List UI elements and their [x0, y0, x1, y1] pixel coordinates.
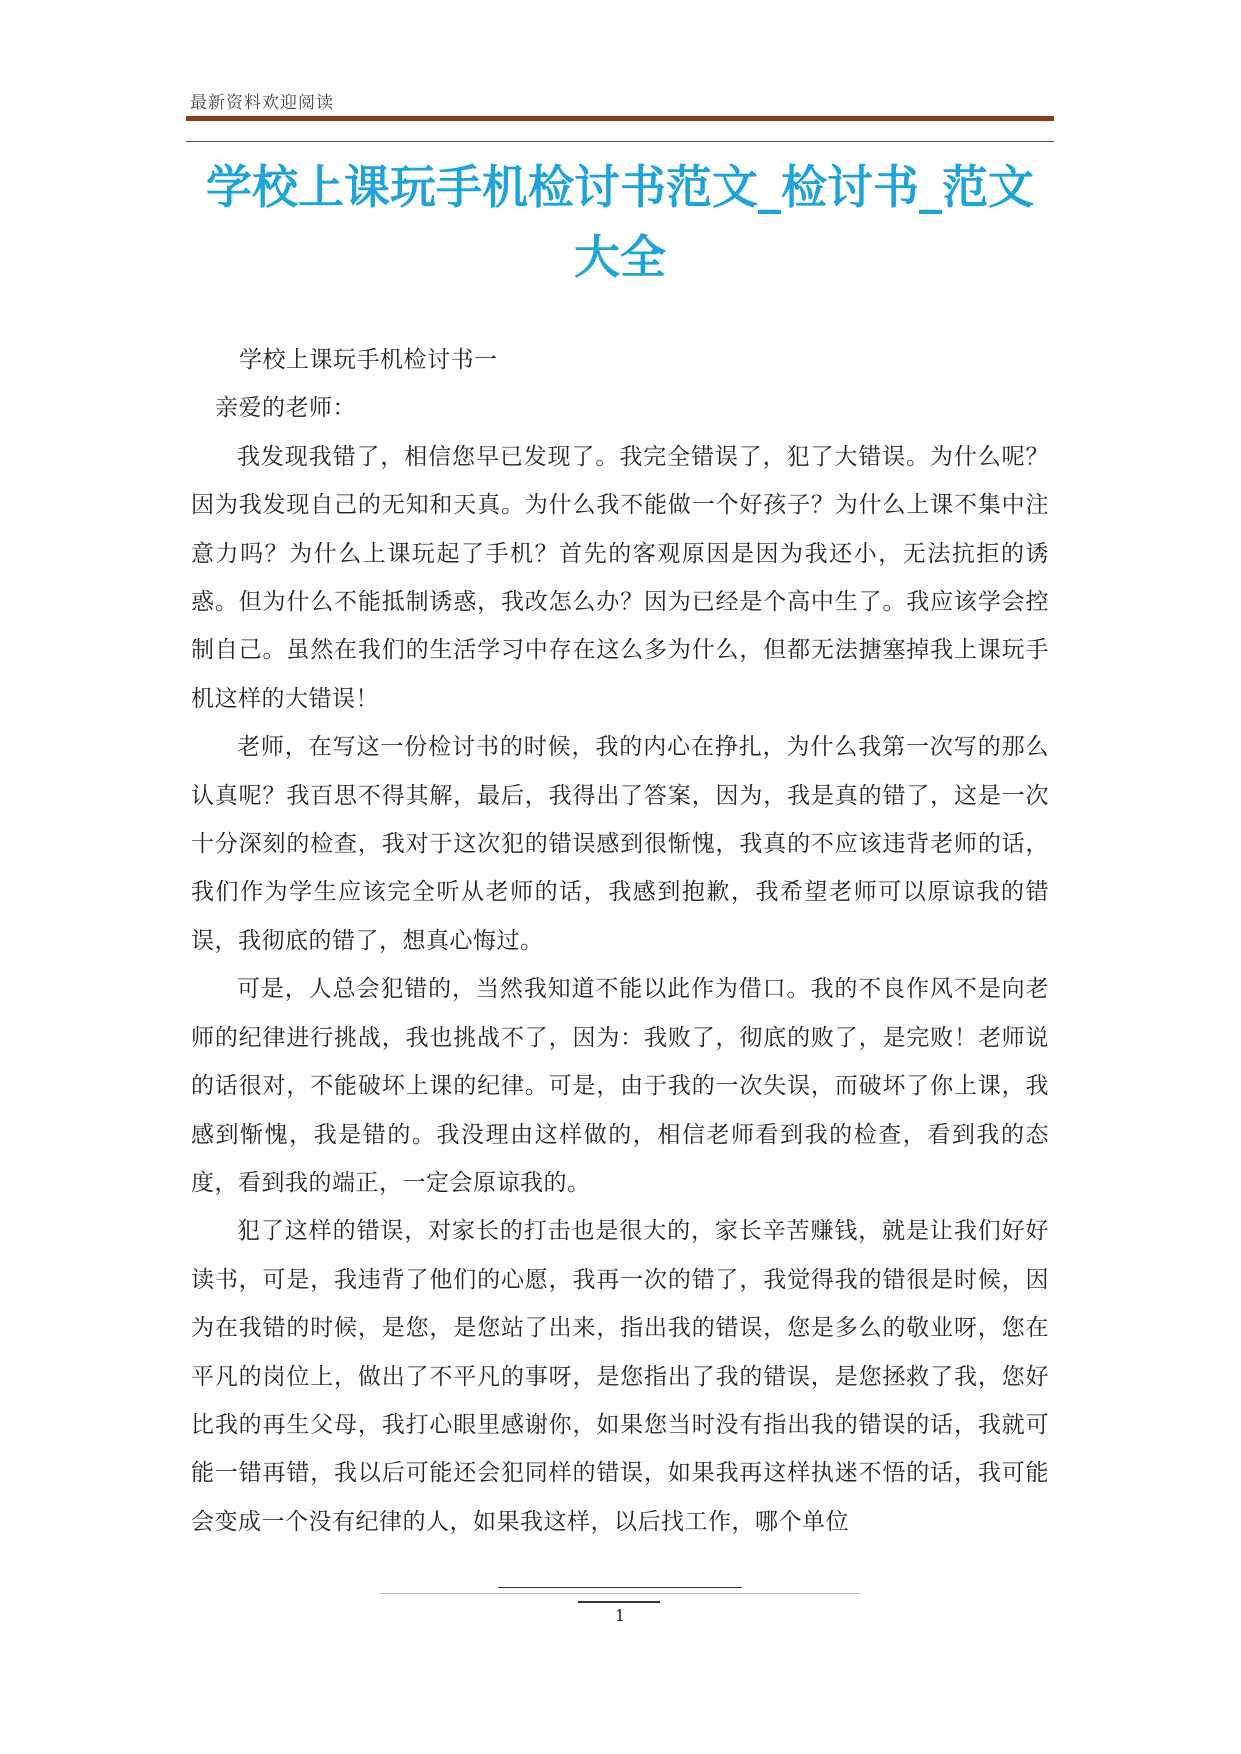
body-paragraph: 我发现我错了，相信您早已发现了。我完全错误了，犯了大错误。为什么呢？因为我发现自己的无知和天真。为什么我不能做一个好孩子？为什么上课不集中注意力吗？为什么上课玩起了手机？首先的客观原因是因为我还小，无法抗拒的诱惑。但为什么不能抵制诱惑，我改怎么办？因为已经是个高中生了。我应该学会控制自己。虽然在我们的生活学习中存在这么多为什么，但都无法搪塞掉我上课玩手机这样的大错误！ — [191, 443, 1049, 712]
body-paragraph: 老师，在写这一份检讨书的时候，我的内心在挣扎，为什么我第一次写的那么认真呢？我百思不得其解，最后，我得出了答案，因为，我是真的错了，这是一次十分深刻的检查，我对于这次犯的错误感到很惭愧，我真的不应该违背老师的话，我们作为学生应该完全听从老师的话，我感到抱歉，我希望老师可以原谅我的错误，我彻底的错了，想真心悔过。 — [191, 734, 1049, 954]
document-body — [191, 336, 1049, 1546]
header-rule-thin — [186, 141, 1054, 142]
document-title: 学校上课玩手机检讨书范文_检讨书_范文大全 — [206, 160, 1034, 284]
footer-rule-short — [498, 1587, 742, 1588]
salutation: 亲爱的老师： — [215, 395, 356, 422]
body-paragraph: 可是，人总会犯错的，当然我知道不能以此作为借口。我的不良作风不是向老师的纪律进行挑战，我也挑战不了，因为：我败了，彻底的败了，是完败！老师说的话很对，不能破坏上课的纪律。可是，由于我的一次失误，而破坏了你上课，我感到惭愧，我是错的。我没理由这样做的，相信老师看到我的检查，看到我的态度，看到我的端正，一定会原谅我的。 — [191, 976, 1049, 1196]
page-number: 1 — [614, 1606, 626, 1625]
header-rule-thick — [186, 116, 1054, 121]
body-paragraph: 犯了这样的错误，对家长的打击也是很大的，家长辛苦赚钱，就是让我们好好读书，可是，我违背了他们的心愿，我再一次的错了，我觉得我的错很是时候，因为在我错的时候，是您，是您站了出来，指出我的错误，您是多么的敬业呀，您在平凡的岗位上，做出了不平凡的事呀，是您指出了我的错误，是您拯救了我，您好比我的再生父母，我打心眼里感谢你，如果您当时没有指出我的错误的话，我就可能一错再错，我以后可能还会犯同样的错误，如果我再这样执迷不悟的话，我可能会变成一个没有纪律的人，如果我这样，以后找工作，哪个单位 — [191, 1218, 1049, 1535]
footer-rule-mark — [578, 1601, 660, 1603]
footer-rule-long — [380, 1593, 860, 1594]
section-heading: 学校上课玩手机检讨书一 — [239, 347, 498, 373]
header-note: 最新资料欢迎阅读 — [190, 93, 334, 113]
